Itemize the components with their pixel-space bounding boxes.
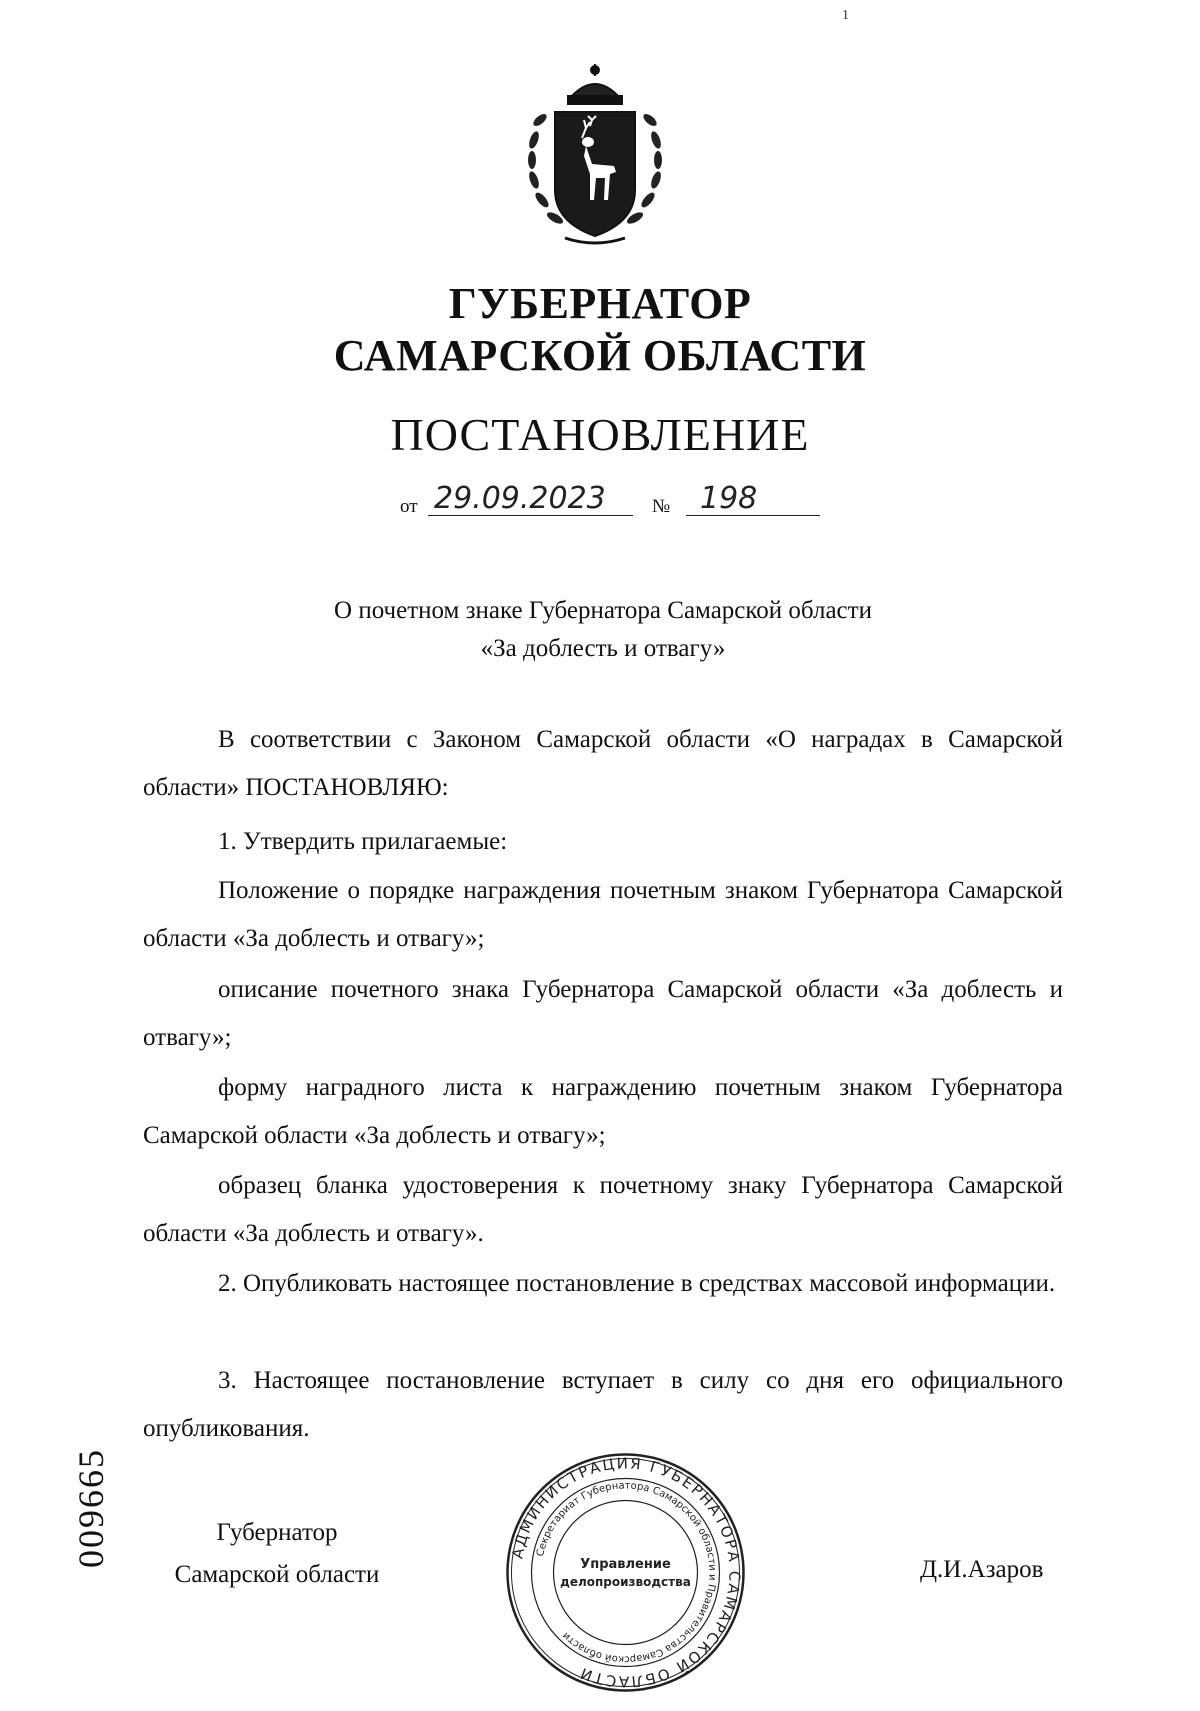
item-1-c: форму наградного листа к награждению почетным знаком Губернатора Самарской области «За доблесть и отвагу»; <box>143 1074 1063 1149</box>
registration-line <box>400 482 820 522</box>
number-value: 198 <box>700 481 758 516</box>
coat-of-arms-icon <box>510 60 680 250</box>
subject-line1: О почетном знаке Губернатора Самарской области <box>334 597 872 624</box>
stamp-center-line2: делопроизводства <box>560 1575 691 1589</box>
preamble: В соответствии с Законом Самарской области «О наградах в Самарской области» ПОСТАНОВЛЯЮ: <box>143 726 1063 801</box>
number-label: № <box>652 496 671 517</box>
item-3: 3. Настоящее постановление вступает в силу со дня его официального опубликования. <box>143 1367 1063 1442</box>
signatory-title <box>147 1512 407 1596</box>
stamp-outer-text: АДМИНИСТРАЦИЯ ГУБЕРНАТОРА САМАРСКОЙ ОБЛАСТИ <box>508 1454 744 1691</box>
item-2: 2. Опубликовать настоящее постановление в средствах массовой информации. <box>218 1270 1056 1297</box>
item-1-a: Положение о порядке награждения почетным знаком Губернатора Самарской области «За доблесть и отвагу»; <box>143 877 1063 952</box>
document-subject <box>0 592 1200 668</box>
date-value: 29.09.2023 <box>434 481 606 516</box>
document-type: ПОСТАНОВЛЕНИЕ <box>390 409 810 460</box>
date-label: от <box>400 496 418 517</box>
official-stamp <box>503 1450 748 1695</box>
stamp-center-line1: Управление <box>580 1557 671 1572</box>
item-1: 1. Утвердить прилагаемые: <box>218 828 508 855</box>
signatory-title-line2: Самарской области <box>174 1561 380 1588</box>
signatory-name: Д.И.Азаров <box>920 1556 1044 1583</box>
serial-number: 009665 <box>71 1448 111 1568</box>
authority-title-line2: САМАРСКОЙ ОБЛАСТИ <box>333 331 867 380</box>
item-1-b: описание почетного знака Губернатора Самарской области «За доблесть и отвагу»; <box>143 976 1063 1051</box>
subject-line2: «За доблесть и отвагу» <box>480 635 726 662</box>
stamp-inner-text: Секретариат Губернатора Самарской области и Правительства Самарской области <box>535 1480 718 1665</box>
item-1-d: образец бланка удостоверения к почетному знаку Губернатора Самарской области «За доблесть и отвагу». <box>143 1172 1063 1247</box>
signatory-title-line1: Губернатор <box>216 1519 338 1546</box>
authority-title-line1: ГУБЕРНАТОР <box>448 279 752 328</box>
page-mark: 1 <box>842 8 849 23</box>
